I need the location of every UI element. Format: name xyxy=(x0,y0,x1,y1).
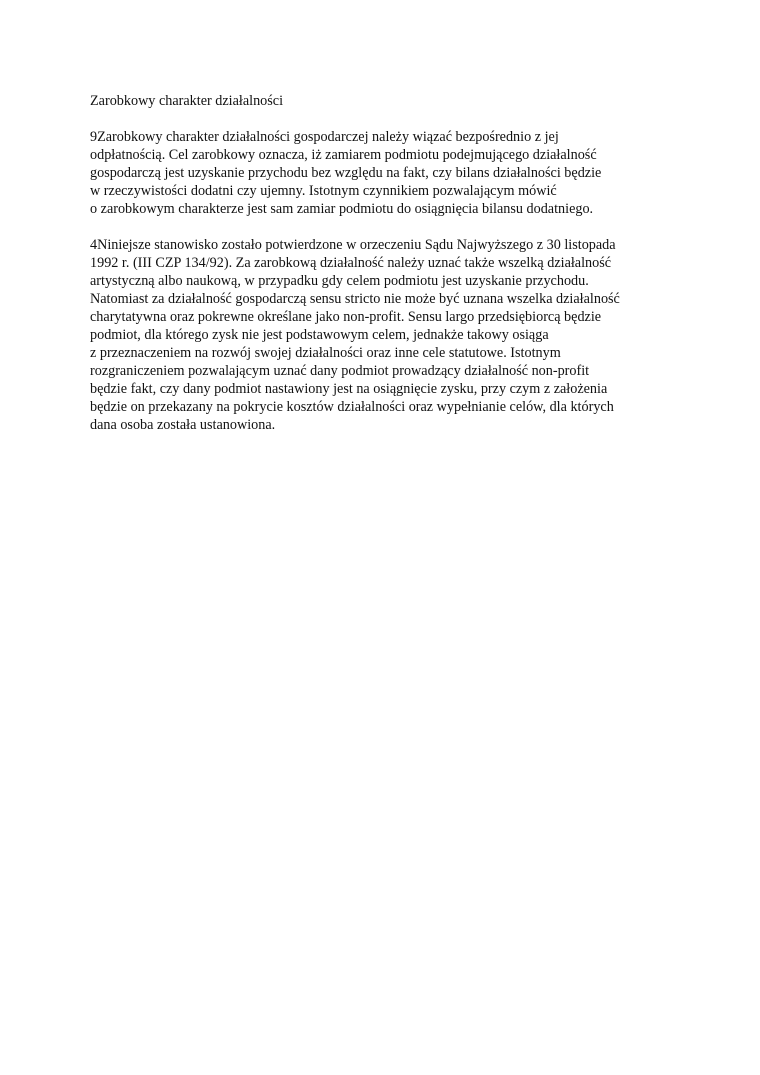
paragraph-line: będzie on przekazany na pokrycie kosztów działalności oraz wypełnianie celów, dla których xyxy=(90,399,614,415)
document-body xyxy=(90,92,680,452)
paragraph-line: 9Zarobkowy charakter działalności gospodarczej należy wiązać bezpośrednio z jej xyxy=(90,129,559,145)
paragraph-2 xyxy=(90,236,680,434)
paragraph-line: artystyczną albo naukową, w przypadku gdy celem podmiotu jest uzyskanie przychodu. xyxy=(90,273,589,289)
paragraph-line: Natomiast za działalność gospodarczą sensu stricto nie może być uznana wszelka działalność xyxy=(90,291,620,307)
paragraph-line: z przeznaczeniem na rozwój swojej działalności oraz inne cele statutowe. Istotnym xyxy=(90,345,561,361)
paragraph-line: 4Niniejsze stanowisko zostało potwierdzone w orzeczeniu Sądu Najwyższego z 30 listopada xyxy=(90,237,616,253)
paragraph-line: odpłatnością. Cel zarobkowy oznacza, iż zamiarem podmiotu podejmującego działalność xyxy=(90,147,597,163)
paragraph-line: o zarobkowym charakterze jest sam zamiar podmiotu do osiągnięcia bilansu dodatniego. xyxy=(90,201,594,217)
paragraph-line: gospodarczą jest uzyskanie przychodu bez względu na fakt, czy bilans działalności będzie xyxy=(90,165,602,181)
paragraph-line: podmiot, dla którego zysk nie jest podstawowym celem, jednakże takowy osiąga xyxy=(90,327,549,343)
paragraph-1 xyxy=(90,128,680,218)
paragraph-line: charytatywna oraz pokrewne określane jako non-profit. Sensu largo przedsiębiorcą będzie xyxy=(90,309,602,325)
paragraph-line: dana osoba została ustanowiona. xyxy=(90,417,276,433)
paragraph-line: w rzeczywistości dodatni czy ujemny. Istotnym czynnikiem pozwalającym mówić xyxy=(90,183,557,199)
paragraph-line: rozgraniczeniem pozwalającym uznać dany podmiot prowadzący działalność non-profit xyxy=(90,363,590,379)
paragraph-line: będzie fakt, czy dany podmiot nastawiony jest na osiągnięcie zysku, przy czym z założenia xyxy=(90,381,608,397)
paragraph-line: 1992 r. (III CZP 134/92). Za zarobkową działalność należy uznać także wszelką działalność xyxy=(90,255,612,271)
document-title: Zarobkowy charakter działalności xyxy=(90,93,284,109)
